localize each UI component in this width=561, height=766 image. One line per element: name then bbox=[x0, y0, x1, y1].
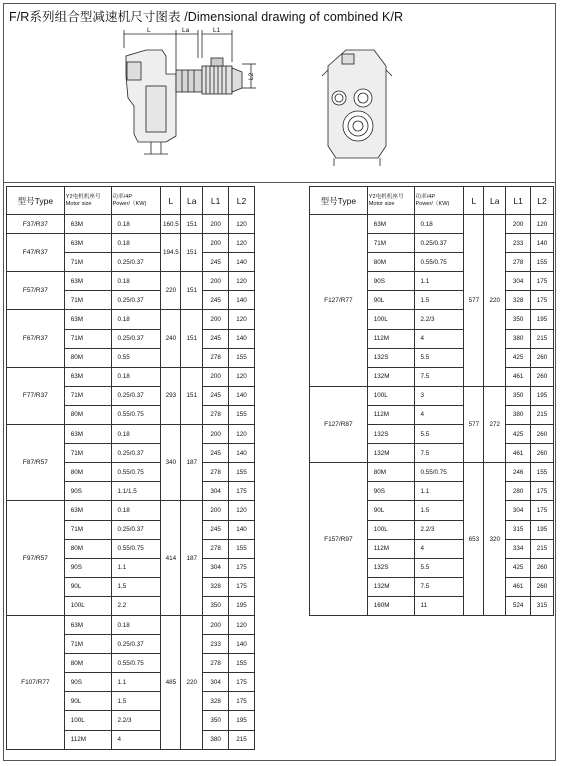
power-cell: 2.2/3 bbox=[414, 310, 464, 329]
l1-cell: 315 bbox=[506, 520, 531, 539]
header-l1: L1 bbox=[203, 187, 229, 215]
motor-size-cell: 80M bbox=[367, 253, 414, 272]
l2-cell: 215 bbox=[229, 730, 255, 749]
model-type-cell: F157/R97 bbox=[310, 463, 368, 616]
header-l1: L1 bbox=[506, 187, 531, 215]
l2-cell: 260 bbox=[531, 348, 554, 367]
la-cell: 151 bbox=[181, 310, 203, 367]
table-row bbox=[7, 234, 255, 253]
motor-size-cell: 90L bbox=[64, 577, 111, 596]
motor-size-cell: 100L bbox=[64, 596, 111, 615]
dimensional-drawings bbox=[6, 26, 554, 182]
power-cell: 2.2/3 bbox=[414, 520, 464, 539]
l1-cell: 380 bbox=[506, 329, 531, 348]
power-cell: 0.18 bbox=[111, 215, 161, 234]
table-row bbox=[7, 615, 255, 634]
power-cell: 4 bbox=[111, 730, 161, 749]
l1-cell: 304 bbox=[203, 673, 229, 692]
motor-size-cell: 71M bbox=[64, 444, 111, 463]
l1-cell: 278 bbox=[203, 539, 229, 558]
l1-cell: 425 bbox=[506, 558, 531, 577]
l1-cell: 461 bbox=[506, 367, 531, 386]
l2-cell: 215 bbox=[531, 539, 554, 558]
l2-cell: 260 bbox=[531, 367, 554, 386]
la-cell: 151 bbox=[181, 272, 203, 310]
l1-cell: 278 bbox=[203, 654, 229, 673]
motor-size-cell: 80M bbox=[64, 405, 111, 424]
l2-cell: 120 bbox=[229, 367, 255, 386]
l1-cell: 380 bbox=[506, 405, 531, 424]
power-cell: 0.55 bbox=[111, 348, 161, 367]
l1-cell: 350 bbox=[506, 310, 531, 329]
l1-cell: 233 bbox=[203, 635, 229, 654]
l2-cell: 140 bbox=[229, 444, 255, 463]
table-row bbox=[7, 215, 255, 234]
power-cell: 0.18 bbox=[111, 367, 161, 386]
power-cell: 0.18 bbox=[111, 425, 161, 444]
l2-cell: 175 bbox=[229, 558, 255, 577]
l1-cell: 200 bbox=[203, 272, 229, 291]
motor-size-cell: 71M bbox=[64, 386, 111, 405]
power-cell: 0.55/0.75 bbox=[414, 463, 464, 482]
power-cell: 0.25/0.37 bbox=[111, 253, 161, 272]
l2-cell: 260 bbox=[531, 558, 554, 577]
header-power bbox=[414, 187, 464, 215]
power-cell: 0.18 bbox=[111, 615, 161, 634]
l-cell: 160.5 bbox=[161, 215, 181, 234]
l1-cell: 233 bbox=[506, 234, 531, 253]
l1-cell: 425 bbox=[506, 348, 531, 367]
l2-cell: 155 bbox=[229, 405, 255, 424]
l1-cell: 304 bbox=[506, 272, 531, 291]
l1-cell: 200 bbox=[506, 215, 531, 234]
l2-cell: 175 bbox=[531, 291, 554, 310]
l1-cell: 245 bbox=[203, 253, 229, 272]
l2-cell: 155 bbox=[229, 539, 255, 558]
model-type-cell: F47/R37 bbox=[7, 234, 65, 272]
header-power-cn: 功率/4P bbox=[415, 193, 436, 200]
header-motor-en: Motor size bbox=[65, 200, 92, 207]
side-view-drawing bbox=[124, 30, 256, 154]
la-cell: 151 bbox=[181, 367, 203, 424]
dim-label-l1: L1 bbox=[213, 27, 221, 34]
motor-size-cell: 112M bbox=[367, 329, 414, 348]
motor-size-cell: 112M bbox=[64, 730, 111, 749]
header-type: 型号Type bbox=[310, 187, 368, 215]
l1-cell: 524 bbox=[506, 596, 531, 615]
motor-size-cell: 63M bbox=[64, 425, 111, 444]
header-l: L bbox=[161, 187, 181, 215]
l2-cell: 175 bbox=[229, 692, 255, 711]
header-motor-size bbox=[367, 187, 414, 215]
motor-size-cell: 71M bbox=[64, 635, 111, 654]
section-divider bbox=[4, 182, 556, 183]
l1-cell: 350 bbox=[203, 711, 229, 730]
l-cell: 577 bbox=[464, 386, 484, 462]
motor-size-cell: 112M bbox=[367, 405, 414, 424]
motor-size-cell: 132S bbox=[367, 425, 414, 444]
l-cell: 340 bbox=[161, 425, 181, 501]
model-type-cell: F127/R87 bbox=[310, 386, 368, 462]
dim-label-la: La bbox=[182, 27, 190, 34]
motor-size-cell: 80M bbox=[64, 463, 111, 482]
l1-cell: 245 bbox=[203, 291, 229, 310]
l2-cell: 175 bbox=[229, 482, 255, 501]
motor-size-cell: 71M bbox=[367, 234, 414, 253]
motor-size-cell: 90S bbox=[367, 482, 414, 501]
power-cell: 1.1 bbox=[414, 272, 464, 291]
l1-cell: 380 bbox=[203, 730, 229, 749]
l-cell: 653 bbox=[464, 463, 484, 616]
l-cell: 194.5 bbox=[161, 234, 181, 272]
power-cell: 7.5 bbox=[414, 577, 464, 596]
l1-cell: 334 bbox=[506, 539, 531, 558]
la-cell: 151 bbox=[181, 215, 203, 234]
header-la: La bbox=[181, 187, 203, 215]
header-row bbox=[310, 187, 554, 215]
model-type-cell: F57/R37 bbox=[7, 272, 65, 310]
l-cell: 485 bbox=[161, 615, 181, 749]
table-row bbox=[7, 310, 255, 329]
table-row bbox=[310, 463, 554, 482]
power-cell: 1.1 bbox=[111, 558, 161, 577]
table-row bbox=[7, 501, 255, 520]
motor-size-cell: 63M bbox=[367, 215, 414, 234]
power-cell: 0.25/0.37 bbox=[111, 386, 161, 405]
end-view-drawing bbox=[322, 50, 392, 166]
l-cell: 414 bbox=[161, 501, 181, 616]
motor-size-cell: 90S bbox=[64, 482, 111, 501]
l1-cell: 200 bbox=[203, 310, 229, 329]
l2-cell: 155 bbox=[531, 253, 554, 272]
l2-cell: 120 bbox=[229, 310, 255, 329]
l2-cell: 260 bbox=[531, 425, 554, 444]
l2-cell: 140 bbox=[229, 635, 255, 654]
motor-size-cell: 71M bbox=[64, 520, 111, 539]
model-type-cell: F97/R57 bbox=[7, 501, 65, 616]
motor-size-cell: 90S bbox=[64, 673, 111, 692]
motor-size-cell: 132S bbox=[367, 348, 414, 367]
motor-size-cell: 132M bbox=[367, 444, 414, 463]
header-motor-cn: Y2电机机座号 bbox=[65, 193, 101, 200]
power-cell: 2.2 bbox=[111, 596, 161, 615]
power-cell: 4 bbox=[414, 539, 464, 558]
motor-size-cell: 63M bbox=[64, 272, 111, 291]
l1-cell: 350 bbox=[506, 386, 531, 405]
l1-cell: 425 bbox=[506, 425, 531, 444]
l2-cell: 140 bbox=[531, 234, 554, 253]
header-motor-size bbox=[64, 187, 111, 215]
l1-cell: 200 bbox=[203, 425, 229, 444]
table-row bbox=[7, 367, 255, 386]
l2-cell: 120 bbox=[229, 272, 255, 291]
motor-size-cell: 132S bbox=[367, 558, 414, 577]
l-cell: 240 bbox=[161, 310, 181, 367]
power-cell: 0.18 bbox=[111, 501, 161, 520]
header-l2: L2 bbox=[531, 187, 554, 215]
l1-cell: 246 bbox=[506, 463, 531, 482]
motor-size-cell: 100L bbox=[64, 711, 111, 730]
header-power-en: Power/（KW) bbox=[112, 200, 147, 207]
l-cell: 220 bbox=[161, 272, 181, 310]
l1-cell: 461 bbox=[506, 444, 531, 463]
l2-cell: 155 bbox=[229, 463, 255, 482]
power-cell: 0.25/0.37 bbox=[111, 635, 161, 654]
l1-cell: 328 bbox=[203, 692, 229, 711]
l1-cell: 304 bbox=[203, 482, 229, 501]
la-cell: 187 bbox=[181, 501, 203, 616]
power-cell: 0.18 bbox=[414, 215, 464, 234]
l2-cell: 120 bbox=[531, 215, 554, 234]
power-cell: 7.5 bbox=[414, 367, 464, 386]
motor-size-cell: 100L bbox=[367, 386, 414, 405]
header-type: 型号Type bbox=[7, 187, 65, 215]
model-type-cell: F87/R57 bbox=[7, 425, 65, 501]
l1-cell: 278 bbox=[506, 253, 531, 272]
motor-size-cell: 63M bbox=[64, 215, 111, 234]
motor-size-cell: 80M bbox=[64, 348, 111, 367]
l2-cell: 120 bbox=[229, 501, 255, 520]
model-type-cell: F67/R37 bbox=[7, 310, 65, 367]
l1-cell: 245 bbox=[203, 520, 229, 539]
power-cell: 0.18 bbox=[111, 272, 161, 291]
l1-cell: 280 bbox=[506, 482, 531, 501]
power-cell: 1.1/1.5 bbox=[111, 482, 161, 501]
motor-size-cell: 80M bbox=[64, 654, 111, 673]
power-cell: 0.55/0.75 bbox=[111, 654, 161, 673]
motor-size-cell: 63M bbox=[64, 615, 111, 634]
motor-size-cell: 160M bbox=[367, 596, 414, 615]
power-cell: 0.25/0.37 bbox=[111, 520, 161, 539]
power-cell: 0.18 bbox=[111, 310, 161, 329]
la-cell: 320 bbox=[484, 463, 506, 616]
l1-cell: 245 bbox=[203, 329, 229, 348]
power-cell: 1.5 bbox=[414, 501, 464, 520]
l1-cell: 328 bbox=[506, 291, 531, 310]
l2-cell: 175 bbox=[229, 673, 255, 692]
power-cell: 1.1 bbox=[414, 482, 464, 501]
l2-cell: 140 bbox=[229, 386, 255, 405]
l2-cell: 260 bbox=[531, 577, 554, 596]
motor-size-cell: 90L bbox=[367, 291, 414, 310]
l2-cell: 140 bbox=[229, 329, 255, 348]
motor-size-cell: 100L bbox=[367, 520, 414, 539]
l2-cell: 120 bbox=[229, 215, 255, 234]
l2-cell: 195 bbox=[531, 386, 554, 405]
header-power-cn: 功率/4P bbox=[112, 193, 133, 200]
power-cell: 5.5 bbox=[414, 348, 464, 367]
l2-cell: 215 bbox=[531, 329, 554, 348]
l1-cell: 200 bbox=[203, 501, 229, 520]
power-cell: 1.1 bbox=[111, 673, 161, 692]
header-l: L bbox=[464, 187, 484, 215]
l1-cell: 328 bbox=[203, 577, 229, 596]
dim-label-l: L bbox=[147, 27, 151, 34]
power-cell: 0.55/0.75 bbox=[414, 253, 464, 272]
header-row bbox=[7, 187, 255, 215]
l2-cell: 140 bbox=[229, 520, 255, 539]
model-type-cell: F77/R37 bbox=[7, 367, 65, 424]
power-cell: 0.55/0.75 bbox=[111, 539, 161, 558]
l2-cell: 175 bbox=[531, 482, 554, 501]
header-motor-cn: Y2电机机座号 bbox=[368, 193, 404, 200]
l1-cell: 278 bbox=[203, 463, 229, 482]
power-cell: 5.5 bbox=[414, 558, 464, 577]
power-cell: 1.5 bbox=[111, 692, 161, 711]
la-cell: 151 bbox=[181, 234, 203, 272]
spec-table-left bbox=[6, 186, 255, 750]
power-cell: 0.25/0.37 bbox=[111, 444, 161, 463]
model-type-cell: F37/R37 bbox=[7, 215, 65, 234]
motor-size-cell: 63M bbox=[64, 310, 111, 329]
l2-cell: 155 bbox=[229, 654, 255, 673]
power-cell: 3 bbox=[414, 386, 464, 405]
table-row bbox=[310, 215, 554, 234]
power-cell: 1.5 bbox=[111, 577, 161, 596]
motor-size-cell: 112M bbox=[367, 539, 414, 558]
l1-cell: 200 bbox=[203, 367, 229, 386]
l2-cell: 215 bbox=[531, 405, 554, 424]
dim-label-l2: L2 bbox=[248, 72, 255, 80]
l2-cell: 120 bbox=[229, 234, 255, 253]
l2-cell: 195 bbox=[229, 711, 255, 730]
motor-size-cell: 71M bbox=[64, 253, 111, 272]
l2-cell: 260 bbox=[531, 444, 554, 463]
l2-cell: 175 bbox=[531, 501, 554, 520]
motor-size-cell: 63M bbox=[64, 234, 111, 253]
table-row bbox=[7, 272, 255, 291]
l2-cell: 140 bbox=[229, 253, 255, 272]
power-cell: 0.55/0.75 bbox=[111, 405, 161, 424]
l1-cell: 304 bbox=[506, 501, 531, 520]
l1-cell: 200 bbox=[203, 215, 229, 234]
l1-cell: 350 bbox=[203, 596, 229, 615]
motor-size-cell: 132M bbox=[367, 367, 414, 386]
header-power bbox=[111, 187, 161, 215]
power-cell: 0.25/0.37 bbox=[414, 234, 464, 253]
l2-cell: 155 bbox=[531, 463, 554, 482]
table-row bbox=[310, 386, 554, 405]
l2-cell: 195 bbox=[531, 310, 554, 329]
power-cell: 5.5 bbox=[414, 425, 464, 444]
header-l2: L2 bbox=[229, 187, 255, 215]
power-cell: 0.55/0.75 bbox=[111, 463, 161, 482]
header-power-en: Power/（KW) bbox=[415, 200, 450, 207]
l2-cell: 120 bbox=[229, 425, 255, 444]
l2-cell: 175 bbox=[229, 577, 255, 596]
l2-cell: 195 bbox=[531, 520, 554, 539]
motor-size-cell: 132M bbox=[367, 577, 414, 596]
la-cell: 272 bbox=[484, 386, 506, 462]
l1-cell: 245 bbox=[203, 444, 229, 463]
l1-cell: 200 bbox=[203, 615, 229, 634]
la-cell: 220 bbox=[181, 615, 203, 749]
page-title: F/R系列组合型减速机尺寸图表 /Dimensional drawing of combined K/R bbox=[9, 10, 404, 24]
power-cell: 0.25/0.37 bbox=[111, 329, 161, 348]
l-cell: 577 bbox=[464, 215, 484, 387]
l1-cell: 245 bbox=[203, 386, 229, 405]
power-cell: 1.5 bbox=[414, 291, 464, 310]
l1-cell: 461 bbox=[506, 577, 531, 596]
l2-cell: 315 bbox=[531, 596, 554, 615]
power-cell: 4 bbox=[414, 329, 464, 348]
power-cell: 0.25/0.37 bbox=[111, 291, 161, 310]
motor-size-cell: 71M bbox=[64, 291, 111, 310]
spec-table-right bbox=[309, 186, 554, 616]
power-cell: 4 bbox=[414, 405, 464, 424]
power-cell: 11 bbox=[414, 596, 464, 615]
motor-size-cell: 90S bbox=[64, 558, 111, 577]
motor-size-cell: 100L bbox=[367, 310, 414, 329]
la-cell: 187 bbox=[181, 425, 203, 501]
motor-size-cell: 90L bbox=[64, 692, 111, 711]
l1-cell: 278 bbox=[203, 348, 229, 367]
l-cell: 293 bbox=[161, 367, 181, 424]
model-type-cell: F107/R77 bbox=[7, 615, 65, 749]
model-type-cell: F127/R77 bbox=[310, 215, 368, 387]
la-cell: 220 bbox=[484, 215, 506, 387]
table-row bbox=[7, 425, 255, 444]
l2-cell: 175 bbox=[531, 272, 554, 291]
motor-size-cell: 71M bbox=[64, 329, 111, 348]
motor-size-cell: 63M bbox=[64, 501, 111, 520]
l1-cell: 278 bbox=[203, 405, 229, 424]
header-la: La bbox=[484, 187, 506, 215]
power-cell: 7.5 bbox=[414, 444, 464, 463]
l2-cell: 195 bbox=[229, 596, 255, 615]
motor-size-cell: 90S bbox=[367, 272, 414, 291]
power-cell: 0.18 bbox=[111, 234, 161, 253]
l2-cell: 120 bbox=[229, 615, 255, 634]
l1-cell: 200 bbox=[203, 234, 229, 253]
l2-cell: 155 bbox=[229, 348, 255, 367]
motor-size-cell: 63M bbox=[64, 367, 111, 386]
power-cell: 2.2/3 bbox=[111, 711, 161, 730]
motor-size-cell: 80M bbox=[367, 463, 414, 482]
l2-cell: 140 bbox=[229, 291, 255, 310]
motor-size-cell: 80M bbox=[64, 539, 111, 558]
l1-cell: 304 bbox=[203, 558, 229, 577]
header-motor-en: Motor size bbox=[368, 200, 395, 207]
motor-size-cell: 90L bbox=[367, 501, 414, 520]
